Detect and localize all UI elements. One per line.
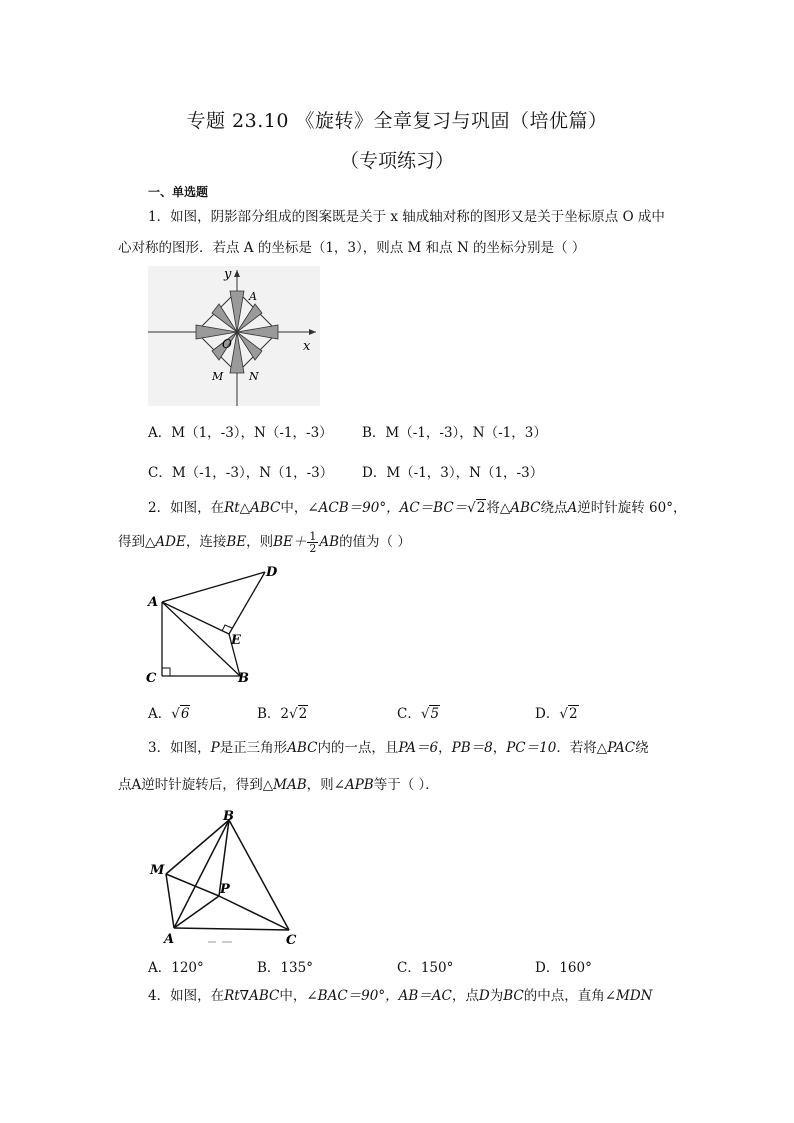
q1-option-c[interactable]: C．M（-1，-3），N（1，-3） xyxy=(148,465,334,481)
q3-text-2: 是正三角形 xyxy=(219,740,288,756)
page-title: 专题 23.10 《旋转》全章复习与巩固（培优篇） xyxy=(186,110,608,132)
q3-text-5: 绕 xyxy=(635,740,649,756)
q4-text-3: ，点 xyxy=(451,988,479,1004)
q2-line2 xyxy=(118,531,411,554)
q4-d: D xyxy=(478,988,490,1004)
q1-o-label: O xyxy=(222,337,232,351)
q2-text-1: 2．如图，在 xyxy=(148,500,225,516)
q1-option-a[interactable]: A．M（1，-3），N（-1，-3） xyxy=(148,425,333,441)
q2-option-d[interactable]: D．√2 xyxy=(535,706,578,722)
q2-frac-den: 2 xyxy=(309,542,317,555)
q2-option-c-label: C． xyxy=(397,706,421,722)
q4-abac: AB＝AC xyxy=(398,988,452,1004)
q2-option-b-label: B． xyxy=(257,706,281,722)
q2-option-a[interactable]: A．√6 xyxy=(148,706,190,722)
q3-option-c[interactable]: C．150° xyxy=(397,960,454,976)
q1-m-label: M xyxy=(212,370,224,383)
q1-a-label: A xyxy=(249,290,257,303)
q1-line1: 1．如图，阴影部分组成的图案既是关于 x 轴成轴对称的图形又是关于坐标原点 O 成中 xyxy=(148,209,665,225)
q4-bc: BC xyxy=(503,988,524,1004)
q3-label-a: A xyxy=(164,932,175,946)
q3-p: P xyxy=(210,740,220,756)
q2-text-5: 逆时针旋转 60°， xyxy=(577,500,687,516)
q3-apb: APB xyxy=(344,777,374,793)
q2-label-e: E xyxy=(231,633,241,648)
q2-root2: √2 xyxy=(467,500,486,516)
q2-option-d-value: 2 xyxy=(568,706,578,722)
q2-text-2: 中， xyxy=(280,500,308,516)
q2-option-c[interactable]: C．√5 xyxy=(397,706,440,722)
q3-text-3: 内的一点，且 xyxy=(317,740,399,756)
q2-text-7: ，连接 xyxy=(185,534,227,550)
q2-option-b-coef: 2 xyxy=(280,706,290,722)
q1-figure xyxy=(148,266,320,406)
q3-label-m: M xyxy=(150,863,165,878)
q2-option-c-value: 5 xyxy=(430,706,440,722)
q2-option-a-value: 6 xyxy=(180,706,190,722)
q2-option-b[interactable]: B．2√2 xyxy=(257,706,308,722)
q3-label-b: B xyxy=(223,809,234,824)
q2-text-3: 将△ xyxy=(486,500,511,516)
q3-option-b[interactable]: B．135° xyxy=(257,960,313,976)
q3-text-8: 等于（ ）． xyxy=(373,777,439,793)
q2-rt: Rt△ABC xyxy=(224,500,281,516)
q3-line2 xyxy=(118,775,439,795)
q2-frac-num: 1 xyxy=(309,530,317,543)
q3-option-a[interactable]: A．120° xyxy=(148,960,204,976)
q2-ac: AC＝BC＝ xyxy=(399,500,468,516)
q2-text-9: 的值为（ ） xyxy=(339,534,411,550)
q2-be-plus: BE＋ xyxy=(273,534,307,550)
q3-abc: ABC xyxy=(287,740,318,756)
q3-pa: PA＝6 xyxy=(398,740,439,756)
q2-option-b-value: 2 xyxy=(298,706,308,722)
q1-line2: 心对称的图形．若点 A 的坐标是（1，3），则点 M 和点 N 的坐标分别是（ ） xyxy=(118,240,586,256)
q2-a: A xyxy=(567,500,578,516)
q3-pac: PAC xyxy=(607,740,636,756)
q4-line1 xyxy=(148,986,652,1006)
q2-label-c: C xyxy=(146,671,157,686)
q1-x-label: x xyxy=(303,339,311,354)
q4-text-1: 4．如图，在 xyxy=(148,988,225,1004)
q1-option-b[interactable]: B．M（-1，-3），N（-1，3） xyxy=(362,425,547,441)
q3-pb: PB＝8 xyxy=(451,740,493,756)
page-subtitle: （专项练习） xyxy=(339,150,454,172)
q2-label-d: D xyxy=(266,565,278,580)
q3-label-p: P xyxy=(220,882,230,897)
q2-angle: ∠ACB＝90°， xyxy=(307,500,400,516)
q2-option-d-label: D． xyxy=(535,706,560,722)
q1-y-label: y xyxy=(224,267,232,282)
q3-option-d[interactable]: D．160° xyxy=(535,960,592,976)
q2-text-8: ，则 xyxy=(246,534,274,550)
q4-bac: ∠BAC＝90°， xyxy=(306,988,399,1004)
q4-text-4: 为 xyxy=(489,988,504,1004)
q2-label-a: A xyxy=(148,595,159,610)
q2-option-a-label: A． xyxy=(148,706,172,722)
q2-abc: ABC xyxy=(510,500,541,516)
q3-line1: 3．如图，P是正三角形ABC内的一点，且PA＝6，PB＝8，PC＝10．若将△PAC绕 xyxy=(148,740,649,756)
q3-mab: MAB xyxy=(273,777,307,793)
q1-n-label: N xyxy=(249,370,259,383)
q1-option-d[interactable]: D．M（-1，3），N（1，-3） xyxy=(362,465,544,481)
q2-figure xyxy=(140,560,290,690)
q2-line1 xyxy=(148,498,687,518)
q3-pc: PC＝10 xyxy=(506,740,557,756)
q2-fraction xyxy=(307,531,318,554)
q4-mdn: MDN xyxy=(616,988,653,1004)
q4-text-5: 的中点，直角∠ xyxy=(523,988,617,1004)
q2-label-b: B xyxy=(238,671,249,686)
q4-rt: Rt∇ABC xyxy=(224,988,280,1004)
q2-ade: ADE xyxy=(155,534,186,550)
q2-text-6: 得到△ xyxy=(118,534,156,550)
q4-text-2: 中， xyxy=(279,988,307,1004)
section-heading: 一、单选题 xyxy=(148,185,209,199)
q3-label-c: C xyxy=(286,933,297,946)
q2-be: BE xyxy=(226,534,247,550)
q3-figure xyxy=(146,806,312,946)
q2-text-4: 绕点 xyxy=(540,500,568,516)
q3-text-7: ，则∠ xyxy=(306,777,345,793)
q3-text-1: 3．如图， xyxy=(148,740,211,756)
q3-text-6: 点A逆时针旋转后，得到△ xyxy=(118,777,274,793)
q3-text-4: ．若将△ xyxy=(556,740,608,756)
q2-ab: AB xyxy=(319,534,340,550)
